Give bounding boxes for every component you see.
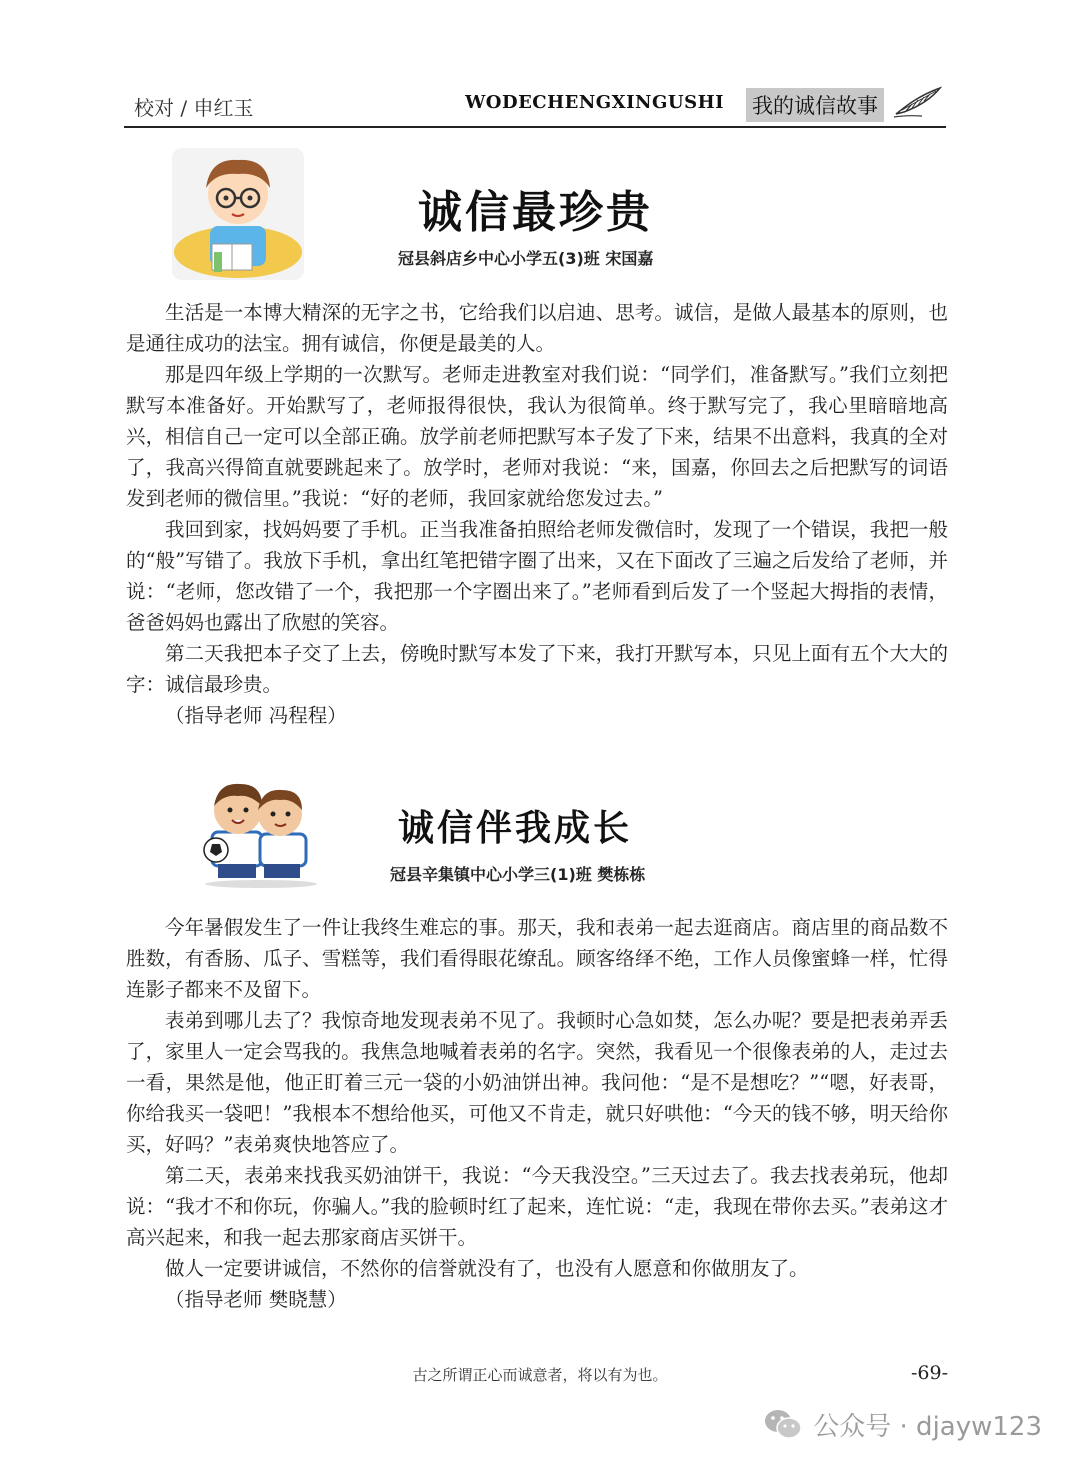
story-2-byline: 冠县辛集镇中心小学三(1)班 樊栋栋 (390, 865, 646, 884)
story-1-paragraph: 我回到家，找妈妈要了手机。正当我准备拍照给老师发微信时，发现了一个错误，我把一般的“般”写错了。我放下手机，拿出红笔把错字圈了出来，又在下面改了三遍之后发给了老师，并说：“老师，您改错了一个，我把那一个字圈出来了。”老师看到后发了一个竖起大拇指的表情，爸爸妈妈也露出了欣慰的笑容。 (126, 518, 948, 634)
story-2-credit: （指导老师 樊晓慧） (165, 1288, 347, 1311)
footer-quote: 古之所谓正心而诚意者，将以有为也。 (412, 1366, 668, 1384)
story-1-byline: 冠县斜店乡中心小学五(3)班 宋国嘉 (398, 249, 654, 268)
page-number: -69- (910, 1362, 948, 1384)
story-2-body (126, 912, 948, 1315)
story-2-paragraph: 第二天，表弟来找我买奶油饼干，我说：“今天我没空。”三天过去了。我去找表弟玩，他却说：“我才不和你玩，你骗人。”我的脸顿时红了起来，连忙说：“走，我现在带你去买。”表弟这才高兴起来，和我一起去那家商店买饼干。 (126, 1164, 948, 1249)
proofreader-label: 校对 / 申红玉 (134, 96, 254, 120)
story-2-paragraph: 表弟到哪儿去了？我惊奇地发现表弟不见了。我顿时心急如焚，怎么办呢？要是把表弟弄丢了，家里人一定会骂我的。我焦急地喊着表弟的名字。突然，我看见一个很像表弟的人，走过去一看，果然是他，他正盯着三元一袋的小奶油饼出神。我问他：“是不是想吃？”“嗯，好表哥，你给我买一袋吧！”我根本不想给他买，可他又不肯走，就只好哄他：“今天的钱不够，明天给你买，好吗？”表弟爽快地答应了。 (126, 1009, 948, 1156)
story-1-body (126, 297, 948, 731)
story-2-paragraph: 做人一定要讲诚信，不然你的信誉就没有了，也没有人愿意和你做朋友了。 (165, 1257, 809, 1280)
story-1-paragraph: 第二天我把本子交了上去，傍晚时默写本发了下来，我打开默写本，只见上面有五个大大的字：诚信最珍贵。 (126, 642, 948, 696)
wechat-icon (763, 1407, 803, 1441)
two-boys-soccer-illustration (198, 776, 324, 888)
page-header (124, 84, 946, 130)
column-title: 我的诚信故事 (746, 88, 884, 122)
story-1-paragraph: 那是四年级上学期的一次默写。老师走进教室对我们说：“同学们，准备默写。”我们立刻把默写本准备好。开始默写了，老师报得很快，我认为很简单。终于默写完了，我心里暗暗地高兴，相信自己一定可以全部正确。放学前老师把默写本子发了下来，结果不出意料，我真的全对了，我高兴得简直就要跳起来了。放学时，老师对我说：“来，国嘉，你回去之后把默写的词语发到老师的微信里。”我说：“好的老师，我回家就给您发过去。” (126, 363, 948, 510)
story-1-credit: （指导老师 冯程程） (165, 704, 347, 727)
story-2-title: 诚信伴我成长 (398, 808, 633, 849)
watermark-text: 公众号 · djayw123 (813, 1411, 1042, 1442)
quill-pen-icon (892, 84, 944, 118)
header-rule (124, 126, 946, 128)
story-1-title: 诚信最珍贵 (418, 187, 653, 238)
column-pinyin: WODECHENGXINGUSHI (465, 92, 724, 113)
story-2-paragraph: 今年暑假发生了一件让我终生难忘的事。那天，我和表弟一起去逛商店。商店里的商品数不胜数，有香肠、瓜子、雪糕等，我们看得眼花缭乱。顾客络绎不绝，工作人员像蜜蜂一样，忙得连影子都来不及留下。 (126, 916, 948, 1001)
watermark (763, 1404, 1042, 1444)
story-1-paragraph: 生活是一本博大精深的无字之书，它给我们以启迪、思考。诚信，是做人最基本的原则，也是通往成功的法宝。拥有诚信，你便是最美的人。 (126, 301, 948, 355)
boy-reading-illustration (172, 148, 304, 280)
